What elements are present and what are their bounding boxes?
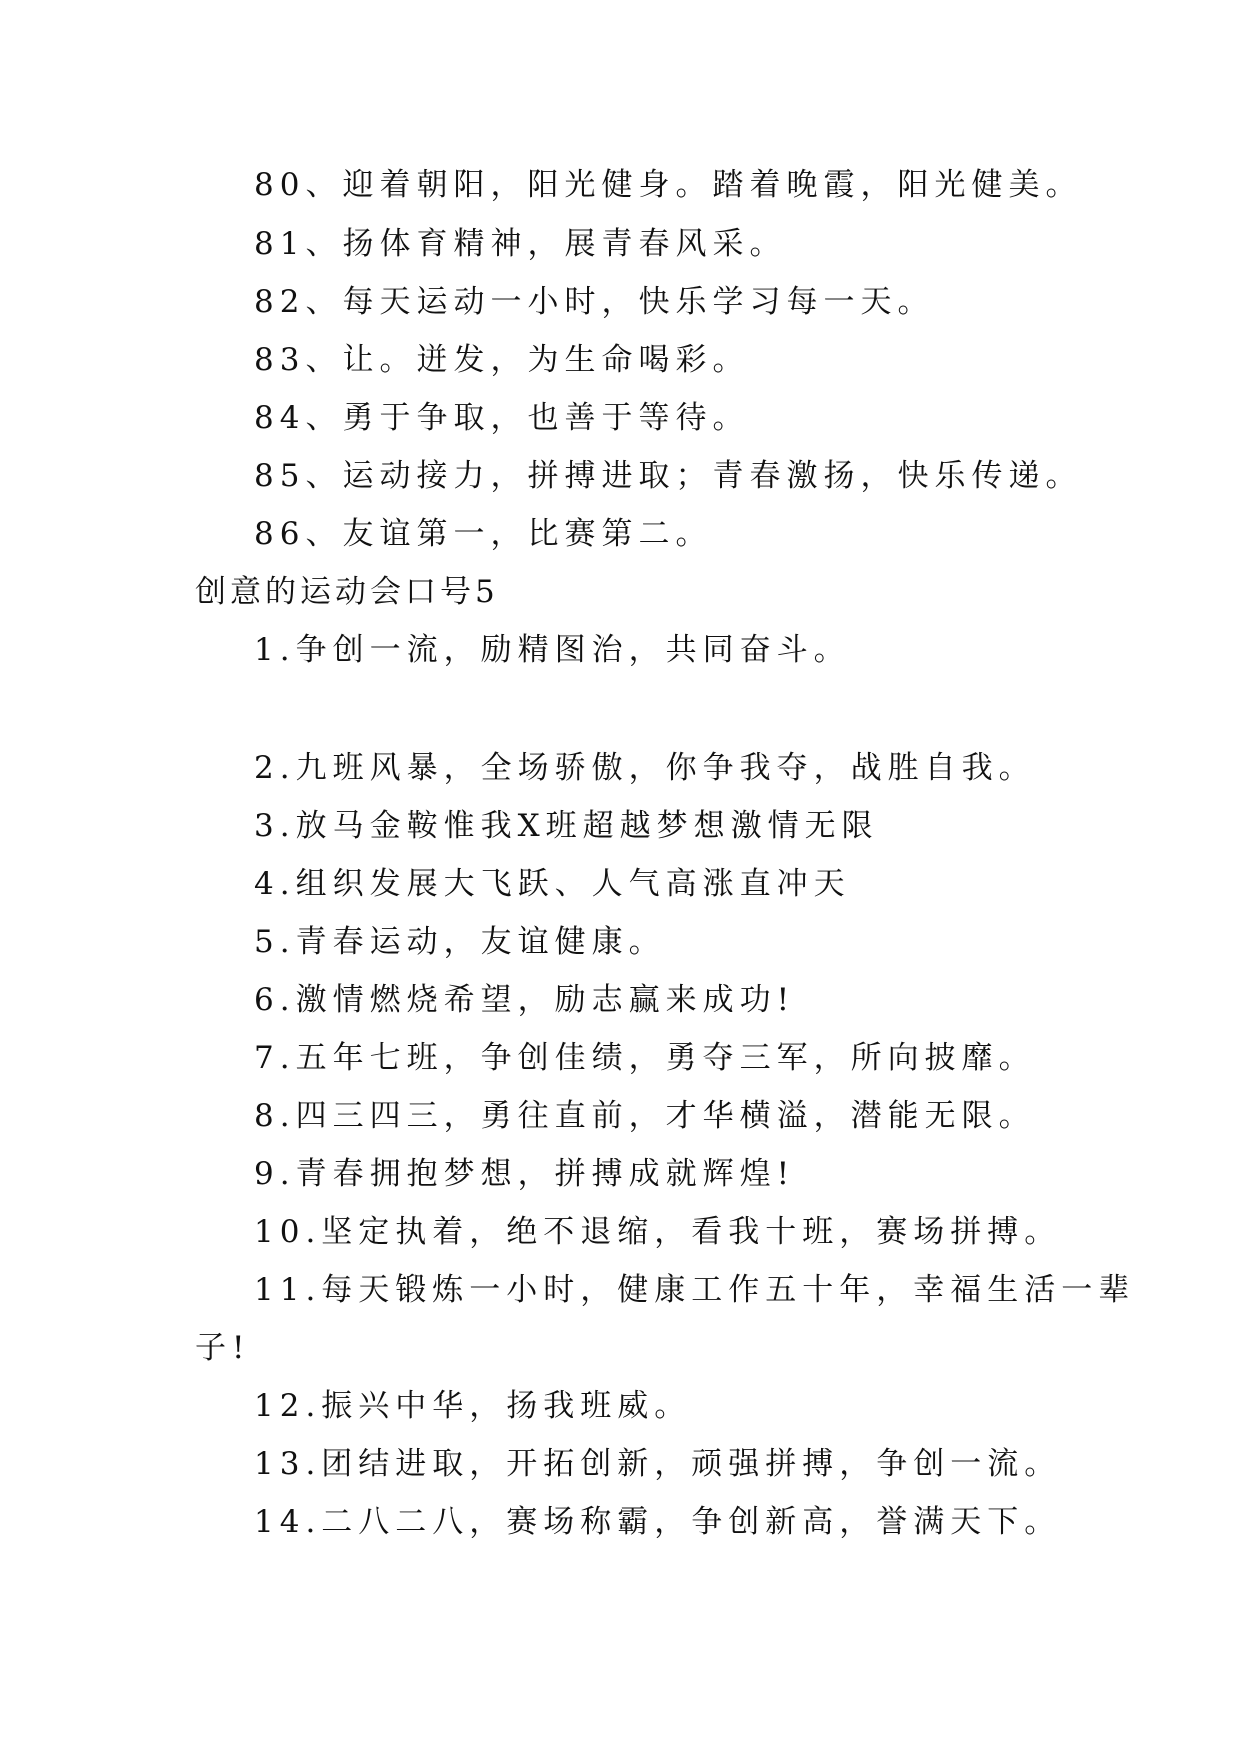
slogan-85: 85、运动接力，拼搏进取；青春激扬，快乐传递。 [254,458,1083,494]
slogan-83: 83、让。迸发，为生命喝彩。 [254,342,750,378]
slogan-11-continuation: 子! [195,1330,251,1366]
slogan-4: 4.组织发展大飞跃、人气高涨直冲天 [254,866,851,902]
slogan-11: 11.每天锻炼一小时，健康工作五十年，幸福生活一辈 [254,1272,1136,1308]
slogan-81: 81、扬体育精神，展青春风采。 [254,226,787,262]
slogan-84: 84、勇于争取，也善于等待。 [254,400,750,436]
slogan-12: 12.振兴中华，扬我班威。 [254,1388,692,1424]
slogan-82: 82、每天运动一小时，快乐学习每一天。 [254,284,935,320]
slogan-14: 14.二八二八，赛场称霸，争创新高，誉满天下。 [254,1504,1062,1540]
slogan-5: 5.青春运动，友谊健康。 [254,924,666,960]
slogan-3: 3.放马金鞍惟我X班超越梦想激情无限 [254,808,879,844]
slogan-8: 8.四三四三，勇往直前，才华横溢，潜能无限。 [254,1098,1036,1134]
slogan-6: 6.激情燃烧希望，励志赢来成功! [254,982,796,1018]
slogan-80: 80、迎着朝阳，阳光健身。踏着晚霞，阳光健美。 [254,167,1083,203]
slogan-1: 1.争创一流，励精图治，共同奋斗。 [254,632,851,668]
slogan-86: 86、友谊第一，比赛第二。 [254,516,713,552]
slogan-13: 13.团结进取，开拓创新，顽强拼搏，争创一流。 [254,1446,1062,1482]
slogan-10: 10.坚定执着，绝不退缩，看我十班，赛场拼搏。 [254,1214,1062,1250]
section-heading: 创意的运动会口号5 [195,574,499,610]
slogan-2: 2.九班风暴，全场骄傲，你争我夺，战胜自我。 [254,750,1036,786]
slogan-7: 7.五年七班，争创佳绩，勇夺三军，所向披靡。 [254,1040,1036,1076]
slogan-9: 9.青春拥抱梦想，拼搏成就辉煌! [254,1156,796,1192]
